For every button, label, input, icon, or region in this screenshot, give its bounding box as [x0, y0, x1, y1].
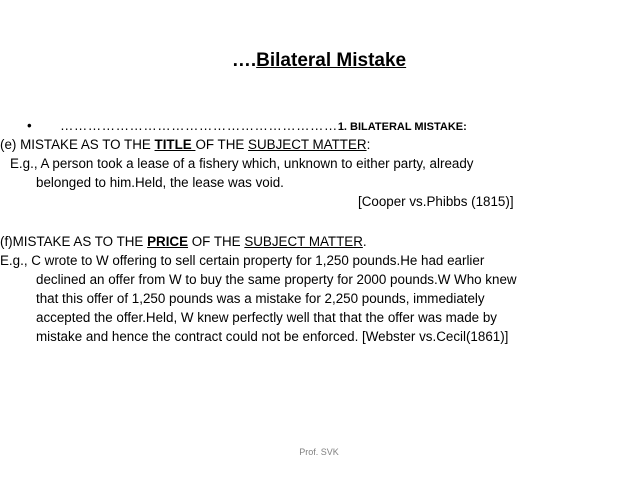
slide-body — [0, 116, 630, 346]
slide-title — [0, 50, 638, 72]
footer-author: Prof. SVK — [299, 447, 339, 457]
bullet-line — [0, 116, 630, 135]
section-e-heading-mid: OF THE — [195, 137, 249, 152]
section-f-heading-mid: OF THE — [188, 234, 245, 249]
section-f-heading — [0, 232, 630, 251]
section-f-line5: mistake and hence the contract could not be enforced. [Webster vs.Cecil(1861)] — [36, 329, 509, 344]
section-e-citation: [Cooper vs.Phibbs (1815)] — [358, 194, 514, 209]
section-f-heading-price: PRICE — [147, 234, 189, 249]
section-e-heading-subject: SUBJECT MATTER — [248, 137, 367, 152]
spacer — [0, 211, 630, 232]
section-e-heading — [0, 135, 630, 154]
bullet-label: 1. BILATERAL MISTAKE: — [337, 121, 467, 133]
title-text: Bilateral Mistake — [256, 50, 407, 71]
section-e-heading-title: TITLE — [154, 137, 196, 152]
section-f-heading-post: . — [362, 234, 367, 249]
section-f-line3: that this offer of 1,250 pounds was a mistake for 2,250 pounds, immediately — [36, 291, 485, 306]
section-f-heading-pre: (f)MISTAKE AS TO THE — [0, 234, 148, 249]
section-e-example-line2: belonged to him.Held, the lease was void. — [36, 175, 284, 190]
section-e-heading-pre: (e) MISTAKE AS TO THE — [0, 137, 155, 152]
bullet-dots: …………………………………………………… — [60, 118, 338, 133]
section-f-line1: E.g., C wrote to W offering to sell certain property for 1,250 pounds.He had earlier — [0, 253, 485, 268]
section-f-line4: accepted the offer.Held, W knew perfectly well that that the offer was made by — [36, 310, 497, 325]
section-f-heading-subject: SUBJECT MATTER — [244, 234, 363, 249]
section-e-example-line1: E.g., A person took a lease of a fishery which, unknown to either party, already — [10, 156, 474, 171]
section-f-line2: declined an offer from W to buy the same property for 2000 pounds.W Who knew — [36, 272, 517, 287]
bullet-symbol: • — [27, 118, 32, 133]
title-prefix: …. — [231, 50, 257, 71]
section-e-heading-post: : — [366, 137, 371, 152]
